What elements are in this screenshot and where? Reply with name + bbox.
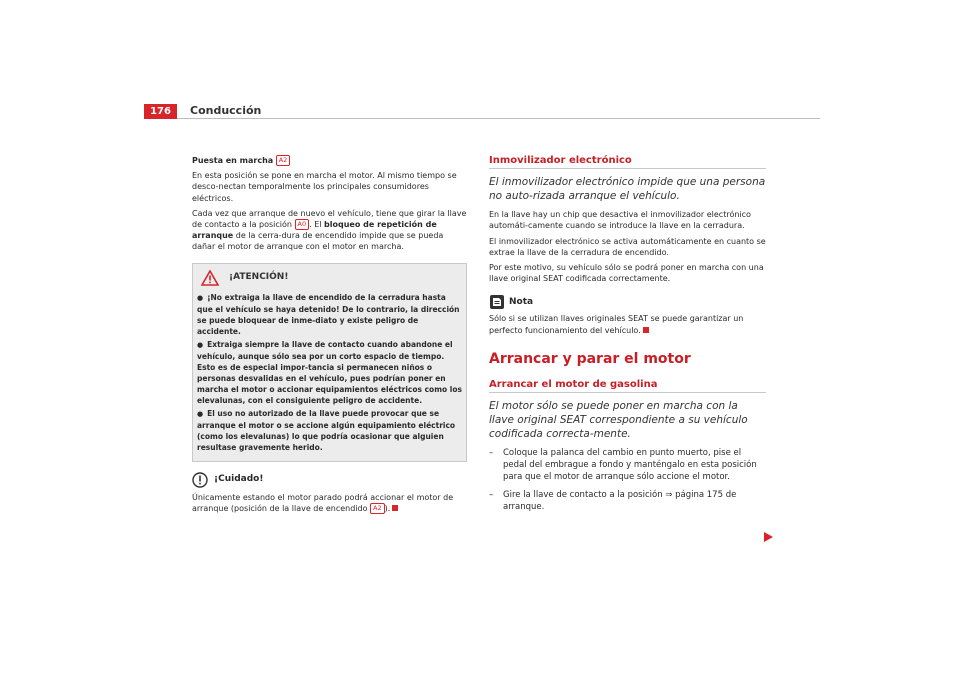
note-text bbox=[489, 313, 766, 335]
note-text-content: Sólo si se utilizan llaves originales SEAT se puede garantizar un perfecto funcionamiento del vehículo. bbox=[489, 314, 744, 335]
warning-box bbox=[192, 263, 467, 462]
end-of-section-icon bbox=[392, 505, 398, 511]
position-tag-icon: A0 bbox=[295, 219, 310, 230]
p2-text-b: . El bbox=[309, 220, 322, 230]
note-title: Nota bbox=[509, 296, 534, 307]
step-text: Coloque la palanca del cambio en punto muerto, pise el pedal del embrague a fondo y manténgalo en esta posición para que el motor de arranque sólo accione el motor. bbox=[503, 448, 757, 483]
note-header bbox=[489, 294, 766, 310]
p2-bold-text: bloqueo de repetición de arranque bbox=[192, 220, 437, 241]
left-column bbox=[192, 155, 467, 518]
warning-title: ¡ATENCIÓN! bbox=[229, 272, 289, 283]
section-title-inmovilizador: Inmovilizador electrónico bbox=[489, 155, 766, 169]
paragraph: En la llave hay un chip que desactiva el inmovilizador electrónico automáti-camente cuando se introduce la llave en la cerradura. bbox=[489, 210, 751, 231]
caution-header bbox=[192, 472, 467, 488]
section-intro: El inmovilizador electrónico impide que una persona no auto-rizada arranque el vehículo. bbox=[489, 176, 766, 203]
continue-arrow-icon bbox=[762, 531, 774, 543]
subheading-text: Puesta en marcha bbox=[192, 156, 274, 165]
position-tag-icon: A2 bbox=[276, 155, 291, 166]
section-intro: El motor sólo se puede poner en marcha con la llave original SEAT correspondiente a su vehículo codificada correcta-mente. bbox=[489, 400, 748, 441]
paragraph-2 bbox=[192, 208, 467, 253]
caution-title: ¡Cuidado! bbox=[214, 474, 264, 485]
paragraph: El inmovilizador electrónico se activa automáticamente en cuanto se extrae la llave de la cerradura de encendido. bbox=[489, 236, 766, 257]
caution-text bbox=[192, 492, 467, 514]
note-icon bbox=[489, 294, 505, 310]
header-divider bbox=[177, 118, 820, 119]
subheading-puesta-en-marcha bbox=[192, 155, 467, 166]
p2-text-c: de la cerra-dura de encendido impide que se pueda dañar el motor de arranque con el motor en marcha. bbox=[192, 231, 444, 252]
caution-exclamation-icon bbox=[192, 472, 208, 488]
position-tag-icon: A2 bbox=[370, 503, 385, 514]
warning-item: ● El uso no autorizado de la llave puede provocar que se arranque el motor o se accione algún equipamiento eléctrico (como los elevalunas) lo que podría ocasionar que alguien resultase gravemente herido. bbox=[197, 408, 462, 453]
right-column bbox=[489, 155, 766, 517]
step-dash: – bbox=[489, 490, 494, 501]
warning-header bbox=[197, 270, 462, 286]
page-number: 176 bbox=[144, 104, 177, 119]
instruction-step bbox=[489, 447, 766, 483]
warning-item: ● ¡No extraiga la llave de encendido de la cerradura hasta que el vehículo se haya detenido! De lo contrario, la dirección se puede bloquear de inme-diato y existe peligro de accidente. bbox=[197, 292, 462, 337]
caution-text-a: Únicamente estando el motor parado podrá accionar el motor de arranque (posición de la llave de encendido bbox=[192, 492, 454, 513]
end-of-section-icon bbox=[643, 327, 649, 333]
caution-text-b: ). bbox=[384, 503, 391, 513]
step-text: Gire la llave de contacto a la posición ⇒ página 175 de arranque. bbox=[503, 490, 737, 513]
section-title-arrancar-gasolina: Arrancar el motor de gasolina bbox=[489, 379, 766, 393]
step-dash: – bbox=[489, 448, 494, 459]
instruction-step bbox=[489, 489, 766, 513]
page-header-title: Conducción bbox=[190, 104, 262, 117]
warning-item: ● Extraiga siempre la llave de contacto cuando abandone el vehículo, aunque sólo sea por un corto espacio de tiempo. Esto es de especial impor-tancia si permanecen niños o personas desvalidas en el vehículo, pues podrían poner en marcha el motor o accionar equipamientos eléctricos como los elevalunas, con el consiguiente peligro de accidente. bbox=[197, 339, 462, 406]
p2-text-a: Cada vez que arranque de nuevo el vehículo, tiene que girar la llave de contacto a la posición bbox=[192, 208, 467, 230]
paragraph-1: En esta posición se pone en marcha el motor. Al mismo tiempo se desco-nectan temporalmente los principales consumidores eléctricos. bbox=[192, 171, 457, 203]
paragraph: Por este motivo, su vehículo sólo se podrá poner en marcha con una llave original SEAT codificada correctamente. bbox=[489, 263, 764, 284]
chapter-title: Arrancar y parar el motor bbox=[489, 350, 691, 367]
warning-triangle-icon bbox=[201, 270, 219, 286]
